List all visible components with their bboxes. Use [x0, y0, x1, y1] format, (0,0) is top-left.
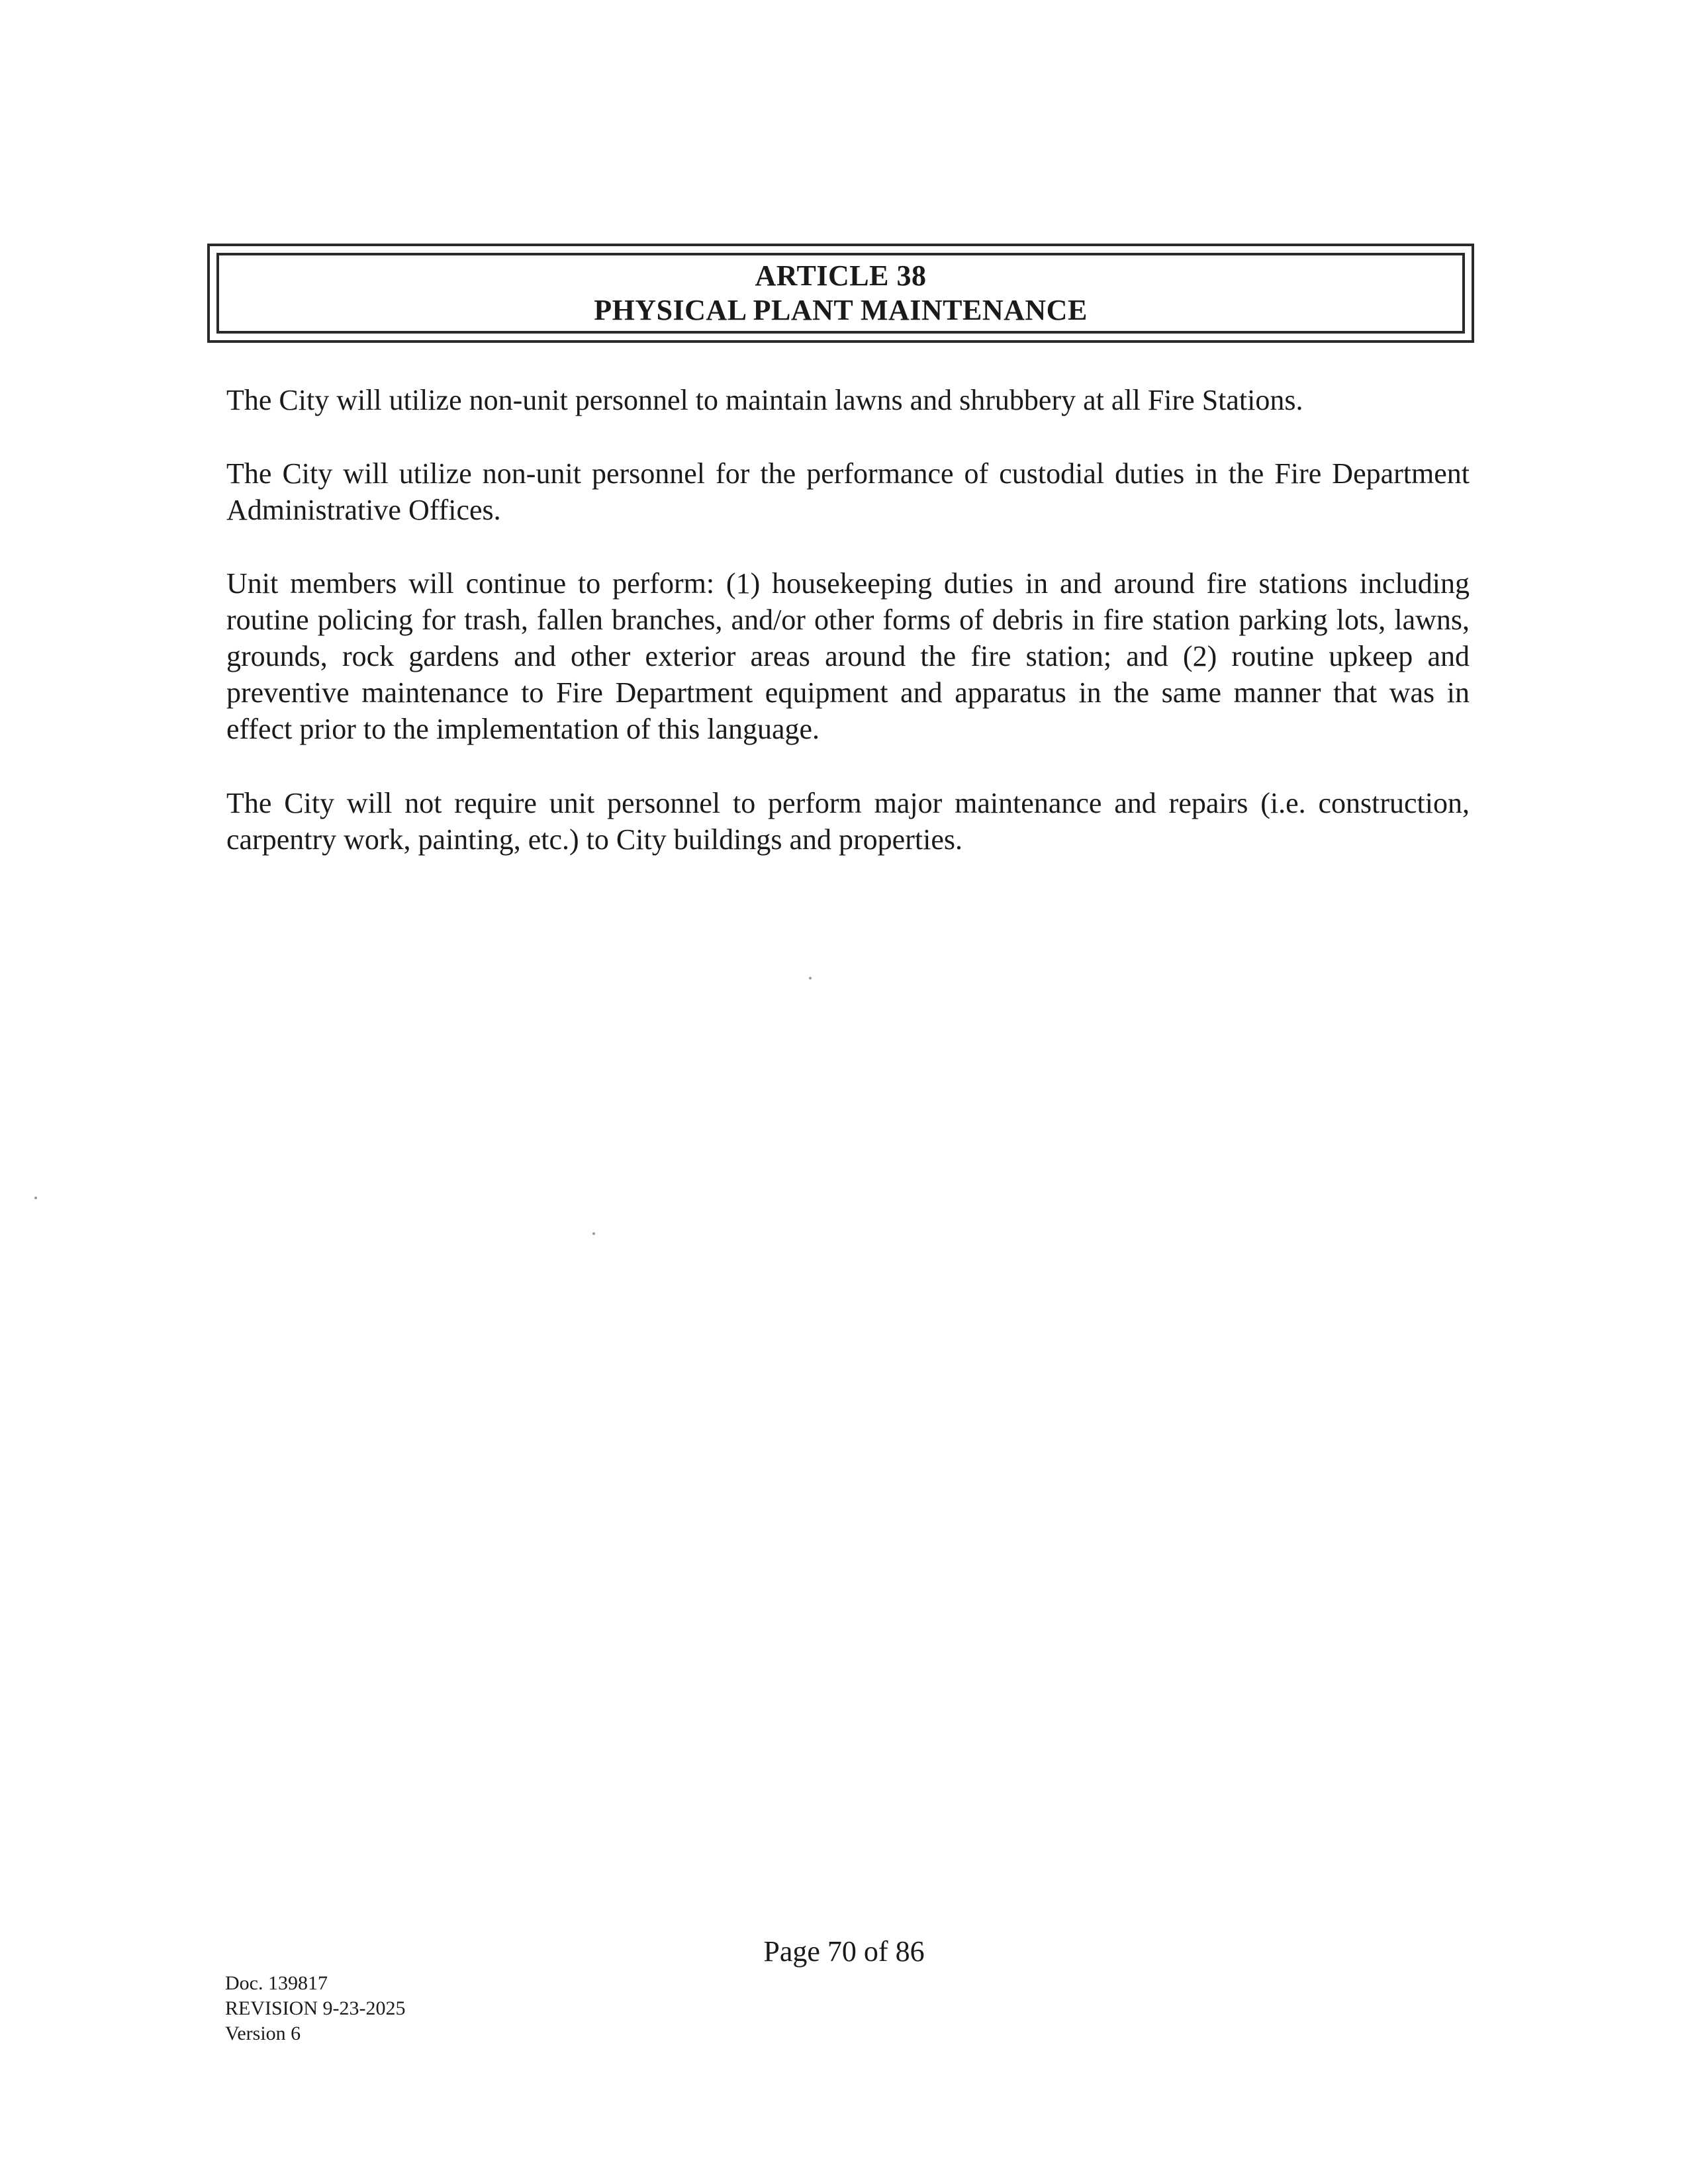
- doc-number: Doc. 139817: [225, 1972, 328, 1994]
- scan-speck: [592, 1232, 595, 1235]
- article-title-box: [207, 244, 1474, 343]
- revision-date: REVISION 9-23-2025: [225, 1997, 406, 2019]
- page-number: Page 70 of 86: [763, 1935, 925, 1968]
- version-label: Version 6: [225, 2023, 301, 2044]
- article-title-inner-border: [216, 253, 1465, 334]
- scan-speck: [809, 977, 812, 979]
- paragraph-lawn-maintenance: The City will utilize non-unit personnel to maintain lawns and shrubbery at all Fire Stations.: [226, 384, 1303, 416]
- scan-speck: [34, 1197, 37, 1199]
- paragraph-unit-member-duties: Unit members will continue to perform: (1) housekeeping duties in and around fire stations including routine policing for trash, fallen branches, and/or other forms of debris in fire station parking lots, lawns, grounds, rock gardens and other exterior areas around the fire station; and (2) routine upkeep and preventive maintenance to Fire Department equipment and apparatus in the same manner that was in effect prior to the implementation of this language.: [226, 567, 1470, 745]
- article-title: PHYSICAL PLANT MAINTENANCE: [594, 294, 1088, 326]
- article-number: ARTICLE 38: [755, 259, 927, 292]
- document-meta: [225, 1971, 405, 2046]
- paragraph-major-maintenance: The City will not require unit personnel to perform major maintenance and repairs (i.e. construction, carpentry work, painting, etc.) to City buildings and properties.: [226, 787, 1470, 856]
- paragraph-custodial-duties: The City will utilize non-unit personnel for the performance of custodial duties in the Fire Department Administrative Offices.: [226, 457, 1470, 526]
